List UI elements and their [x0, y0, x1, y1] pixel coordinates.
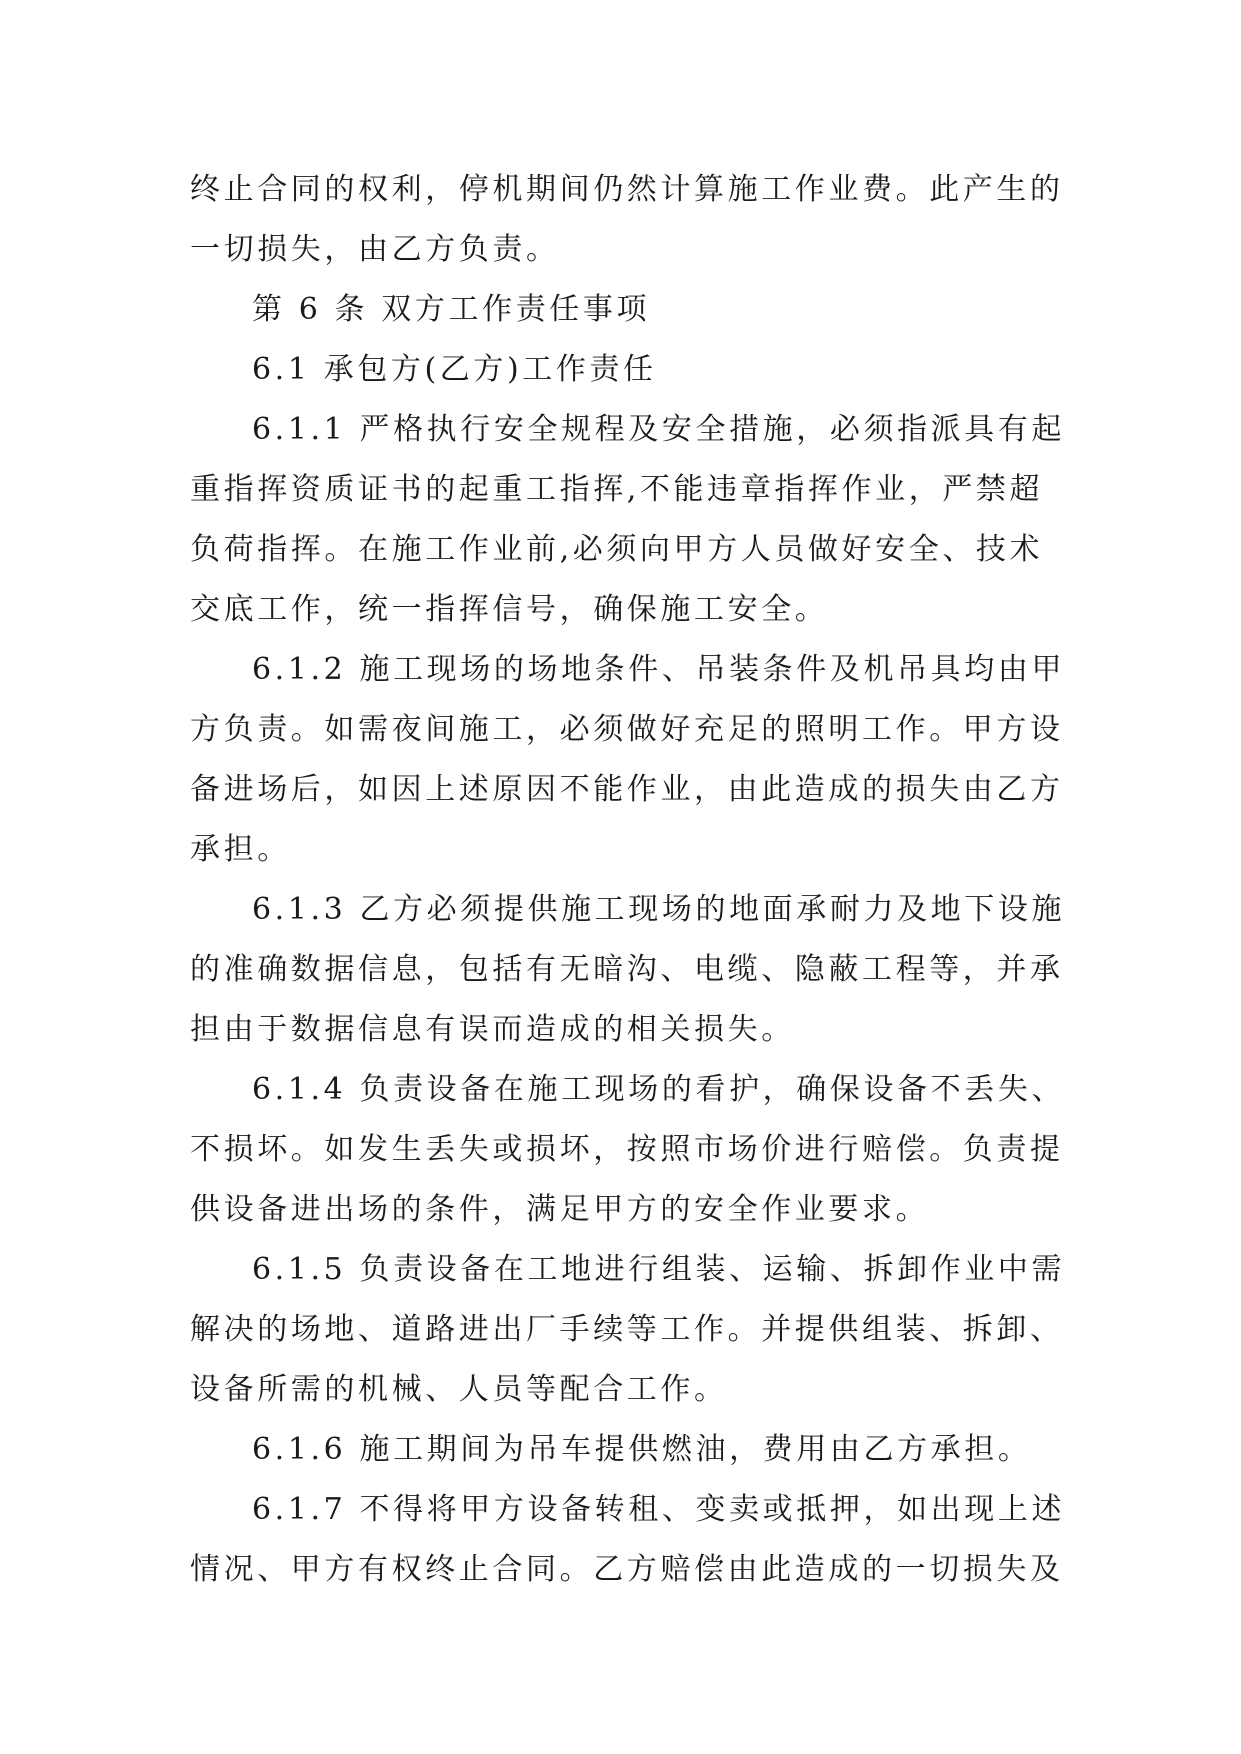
- text-line: 重指挥资质证书的起重工指挥,不能违章指挥作业，严禁超: [190, 472, 1044, 507]
- text-line: 的准确数据信息，包括有无暗沟、电缆、隐蔽工程等，并承: [190, 952, 1064, 987]
- text-line: 供设备进出场的条件，满足甲方的安全作业要求。: [190, 1192, 930, 1227]
- text-line: 解决的场地、道路进出厂手续等工作。并提供组装、拆卸、: [190, 1312, 1064, 1347]
- text-line: 不损坏。如发生丢失或损坏，按照市场价进行赔偿。负责提: [190, 1132, 1064, 1167]
- text-line: 第 6 条 双方工作责任事项: [252, 292, 651, 327]
- text-line: 负荷指挥。在施工作业前,必须向甲方人员做好安全、技术: [190, 532, 1044, 567]
- text-line: 承担。: [190, 832, 291, 867]
- text-line: 6.1.5 负责设备在工地进行组装、运输、拆卸作业中需: [252, 1252, 1066, 1287]
- text-line: 6.1.7 不得将甲方设备转租、变卖或抵押，如出现上述: [252, 1492, 1066, 1527]
- text-line: 备进场后，如因上述原因不能作业，由此造成的损失由乙方: [190, 772, 1064, 807]
- text-line: 6.1.6 施工期间为吊车提供燃油，费用由乙方承担。: [252, 1432, 1032, 1467]
- text-line: 6.1.2 施工现场的场地条件、吊装条件及机吊具均由甲: [252, 652, 1066, 687]
- text-line: 6.1.4 负责设备在施工现场的看护，确保设备不丢失、: [252, 1072, 1066, 1107]
- text-line: 6.1 承包方(乙方)工作责任: [252, 352, 657, 387]
- text-line: 情况、甲方有权终止合同。乙方赔偿由此造成的一切损失及: [190, 1552, 1064, 1587]
- text-line: 终止合同的权利，停机期间仍然计算施工作业费。此产生的: [190, 172, 1064, 207]
- text-line: 设备所需的机械、人员等配合工作。: [190, 1372, 728, 1407]
- text-line: 6.1.3 乙方必须提供施工现场的地面承耐力及地下设施: [252, 892, 1066, 927]
- text-line: 交底工作，统一指挥信号，确保施工安全。: [190, 592, 829, 627]
- text-line: 方负责。如需夜间施工，必须做好充足的照明工作。甲方设: [190, 712, 1064, 747]
- text-line: 一切损失，由乙方负责。: [190, 232, 560, 267]
- document-body: [190, 160, 1070, 1600]
- text-line: 担由于数据信息有误而造成的相关损失。: [190, 1012, 795, 1047]
- text-line: 6.1.1 严格执行安全规程及安全措施，必须指派具有起: [252, 412, 1066, 447]
